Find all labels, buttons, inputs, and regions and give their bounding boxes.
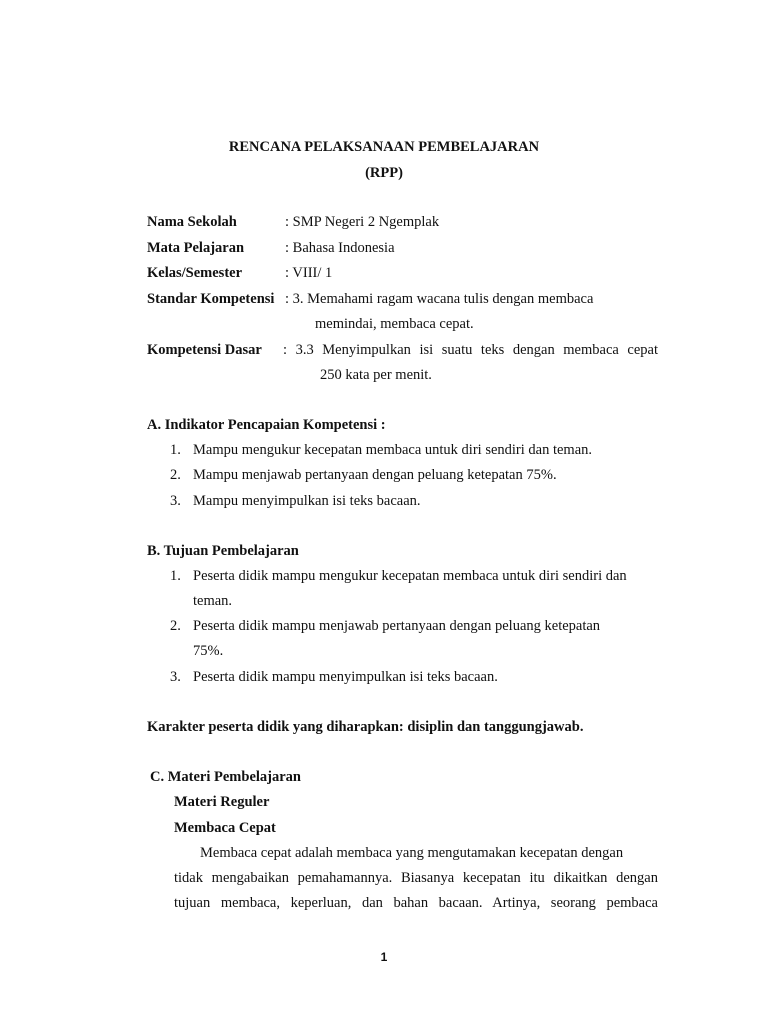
- section-b-item-num: 2.: [170, 618, 181, 634]
- section-c-subheading: Materi Reguler: [174, 794, 270, 810]
- school-label: Nama Sekolah: [147, 214, 237, 230]
- document-subtitle: (RPP): [365, 165, 403, 181]
- subject-label: Mata Pelajaran: [147, 240, 245, 256]
- paragraph-line: tidak mengabaikan pemahamannya. Biasanya kecepatan itu dikaitkan dengan: [174, 870, 658, 886]
- section-b-item-line1: Peserta didik mampu menyimpulkan isi teks bacaan.: [193, 669, 498, 685]
- class-label: Kelas/Semester: [147, 265, 243, 281]
- section-b-item-num: 3.: [170, 669, 181, 685]
- document-title: RENCANA PELAKSANAAN PEMBELAJARAN: [228, 139, 540, 155]
- school-value: : SMP Negeri 2 Ngemplak: [285, 214, 440, 230]
- section-a-item-num: 2.: [170, 467, 181, 483]
- subject-value: : Bahasa Indonesia: [285, 240, 395, 256]
- section-b-item-num: 1.: [170, 568, 181, 584]
- kd-value-line2: 250 kata per menit.: [320, 367, 432, 383]
- class-value: : VIII/ 1: [285, 265, 333, 281]
- section-a-item-text: Mampu menyimpulkan isi teks bacaan.: [193, 493, 421, 509]
- sk-value-line2: memindai, membaca cepat.: [315, 316, 474, 332]
- section-b-item-line1: Peserta didik mampu mengukur kecepatan membaca untuk diri sendiri dan: [193, 568, 627, 584]
- section-b-heading: B. Tujuan Pembelajaran: [147, 543, 299, 559]
- kd-label: Kompetensi Dasar: [147, 342, 262, 358]
- section-b-item-line2: 75%.: [193, 643, 224, 659]
- section-c-subheading: Membaca Cepat: [174, 820, 276, 836]
- section-a-heading: A. Indikator Pencapaian Kompetensi :: [147, 417, 386, 433]
- section-a-item-text: Mampu menjawab pertanyaan dengan peluang ketepatan 75%.: [193, 467, 557, 483]
- section-a-item-num: 3.: [170, 493, 181, 509]
- section-b-item-line2: teman.: [193, 593, 233, 609]
- section-a-item-text: Mampu mengukur kecepatan membaca untuk diri sendiri dan teman.: [193, 442, 593, 458]
- sk-label: Standar Kompetensi: [147, 291, 275, 307]
- section-b-item-line1: Peserta didik mampu menjawab pertanyaan dengan peluang ketepatan: [193, 618, 601, 634]
- section-c-heading: C. Materi Pembelajaran: [150, 769, 301, 785]
- paragraph-line: Membaca cepat adalah membaca yang mengutamakan kecepatan dengan: [200, 845, 624, 861]
- paragraph-line: tujuan membaca, keperluan, dan bahan bacaan. Artinya, seorang pembaca: [174, 895, 658, 911]
- section-a-item-num: 1.: [170, 442, 181, 458]
- page-number: 1: [380, 950, 388, 964]
- character-statement: Karakter peserta didik yang diharapkan: disiplin dan tanggungjawab.: [147, 719, 584, 735]
- kd-value-line1: : 3.3 Menyimpulkan isi suatu teks dengan membaca cepat: [283, 342, 658, 358]
- sk-value-line1: : 3. Memahami ragam wacana tulis dengan membaca: [285, 291, 594, 307]
